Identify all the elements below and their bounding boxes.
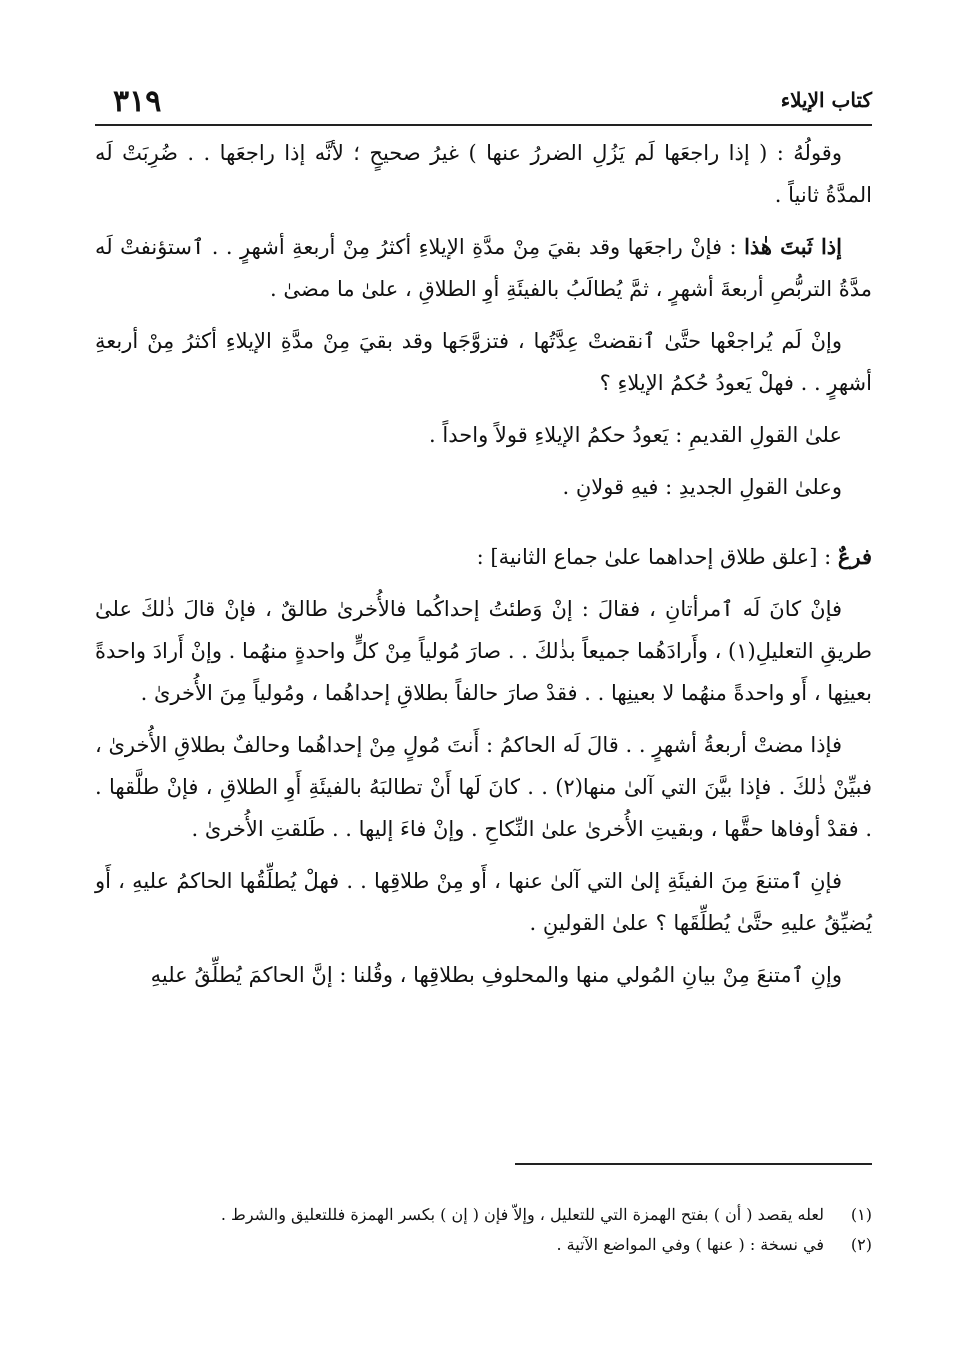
paragraph-lead: إذا ثَبتَ هٰذا — [744, 234, 842, 259]
paragraph-text: وعلىٰ القولِ الجديدِ : فيهِ قولانِ . — [562, 475, 842, 499]
heading-text: : [علق طلاق إحداهما علىٰ جماع الثانية] : — [476, 545, 838, 569]
paragraph-text: : فإنْ راجعَها وقد بقيَ مِنْ مدَّةِ الإيلاءِ أكثرُ مِنْ أربعةِ أشهرٍ . . ٱستؤنفتْ لَه مدَّةُ التربُّصِ أربعةَ أشهرٍ ، ثمَّ يُطالَبُ بالفيئَةِ أوِ الطلاقِ ، علىٰ ما مضىٰ . — [95, 235, 872, 301]
footnote-divider — [515, 1163, 872, 1165]
paragraph — [95, 414, 872, 456]
page-header — [95, 78, 872, 126]
footnote-number: (٢) — [850, 1235, 872, 1254]
paragraph — [95, 724, 872, 850]
footnote — [95, 1200, 872, 1230]
footnote-text: لعله يقصد ( أن ) بفتح الهمزة التي للتعليل ، وإلاّ فإن ( إن ) بكسر الهمزة فللتعليق والشرط . — [220, 1205, 824, 1224]
paragraph-text: وإنْ لَم يُراجعْها حتَّىٰ ٱنقضتْ عِدَّتُها ، فتزوَّجَها وقد بقيَ مِنْ مدَّةِ الإيلاءِ أكثرُ مِنْ أربعةِ أشهرٍ . . فهلْ يَعودُ حُكمُ الإيلاءِ ؟ — [95, 329, 872, 395]
footnote-text: في نسخة : ( عنها ) وفي المواضع الآتية . — [556, 1235, 824, 1254]
paragraph — [95, 132, 872, 216]
section-heading — [95, 536, 872, 578]
footnote-number: (١) — [850, 1205, 872, 1224]
paragraph — [95, 466, 872, 508]
running-title: كتاب الإيلاء — [780, 88, 872, 112]
paragraph-text: وإنِ ٱمتنعَ مِنْ بيانِ المُولي منها والمحلوفِ بطلاقِها ، وقُلنا : إنَّ الحاكمَ يُطلِّقُ عليهِ — [150, 963, 842, 987]
paragraph — [95, 320, 872, 404]
paragraph — [95, 954, 872, 996]
paragraph-text: علىٰ القولِ القديمِ : يَعودُ حكمُ الإيلاءِ قولاً واحداً . — [429, 423, 842, 447]
paragraph — [95, 588, 872, 714]
paragraph-text: فإنْ كانَ لَه ٱمرأتانِ ، فقالَ : إنْ وَطئتُ إحداكُما فالأُخرىٰ طالقٌ ، فإنْ قالَ ذٰلكَ علىٰ طريقِ التعليلِ(١) ، وأَرادَهُما جميعاً بذٰلكَ . . صارَ مُولياً مِنْ كلٍّ واحدةٍ منهُما . وإنْ أَرادَ واحدةً بعينِها ، أَو واحدةً منهُما لا بعينِها . . فقدْ صارَ حالفاً بطلاقِ إحداهُما ، ومُولياً مِنَ الأُخرىٰ . — [95, 597, 872, 705]
paragraph-text: فإذا مضتْ أربعةُ أشهرٍ . . قالَ لَه الحاكمُ : أَنتَ مُولٍ مِنْ إحداهُما وحالفٌ بطلاقِ الأُخرىٰ ، فبيِّنْ ذٰلكَ . فإذا بيَّنَ التي آلىٰ منها(٢) . . كانَ لَها أَنْ تطالبَهُ بالفيئَةِ أَوِ الطلاقِ ، فإنْ طلَّقها . . فقدْ أوفاها حقَّها ، وبقيتِ الأُخرىٰ علىٰ النِّكاحِ . وإنْ فاءَ إليها . . طَلقتِ الأُخرىٰ . — [95, 733, 872, 841]
paragraph-text: فإنِ ٱمتنعَ مِنَ الفيئَةِ إلىٰ التي آلىٰ عنها ، أَو مِنْ طلاقِها . . فهلْ يُطلِّقُها الحاكمُ عليهِ ، أَو يُضيِّقُ عليهِ حتَّىٰ يُطلِّقَها ؟ علىٰ القولينِ . — [95, 869, 872, 935]
paragraph — [95, 860, 872, 944]
footnotes — [95, 1200, 872, 1260]
paragraph — [95, 226, 872, 310]
main-text — [95, 132, 872, 1006]
page-number: ٣١٩ — [113, 84, 162, 119]
heading-lead: فرعٌ — [837, 544, 872, 569]
footnote — [95, 1230, 872, 1260]
paragraph-text: وقولُهُ : ( إذا راجعَها لَم يَزُلِ الضررُ عنها ) غيرُ صحيحٍ ؛ لأنَّه إذا راجعَها . . ضُرِبَتْ لَه المدَّةُ ثانياً . — [95, 141, 872, 207]
